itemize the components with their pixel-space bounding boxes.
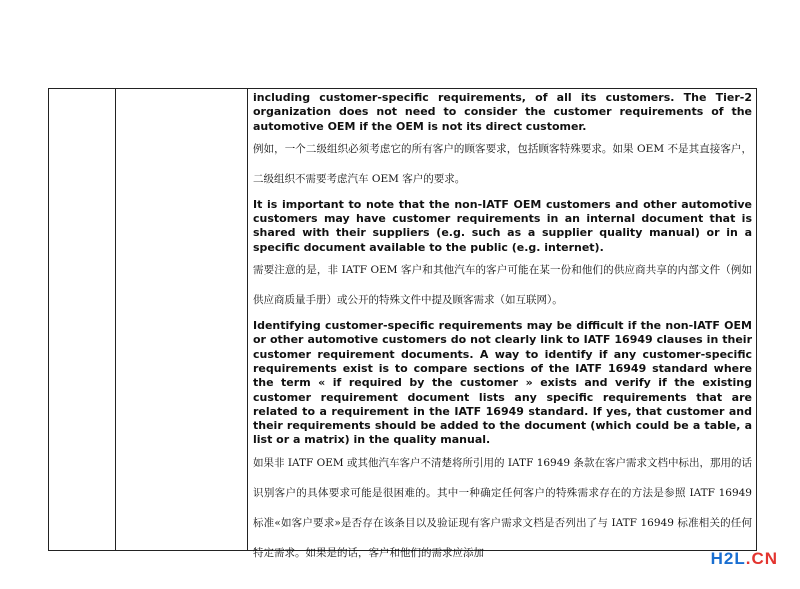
column-divider-1 — [115, 88, 116, 551]
watermark-part-1: H2L — [710, 549, 746, 568]
site-watermark — [711, 549, 778, 569]
content-cell — [253, 91, 752, 568]
paragraph-en-1: including customer-specific requirements, of all its customers. The Tier-2 organization does not need to consider the customer requirements of the automotive OEM if the OEM is not its direct customer. — [253, 91, 752, 133]
column-divider-2 — [247, 88, 248, 551]
paragraph-zh-2: 需要注意的是，非 IATF OEM 客户和其他汽车的客户可能在某一份和他们的供应商共享的内部文件（例如供应商质量手册）或公开的特殊文件中提及顾客需求（如互联网）。 — [253, 264, 752, 307]
paragraph-zh-1: 例如，一个二级组织必须考虑它的所有客户的顾客要求，包括顾客特殊要求。如果 OEM 不是其直接客户，二级组织不需要考虑汽车 OEM 客户的要求。 — [253, 142, 752, 185]
paragraph-zh-3: 如果非 IATF OEM 或其他汽车客户不清楚将所引用的 IATF 16949 条款在客户需求文档中标出，那用的话识别客户的具体要求可能是很困难的。其中一种确定任何客户的特殊需求存在的方法是参照 IATF 16949 标准«如客户要求»是否存在该条目以及验证现有客户需求文档是否列出了与 IATF 16949 标准相关的任何特定需求。如果是的话，客户和他们的需求应添加 — [253, 456, 752, 559]
paragraph-en-3: Identifying customer-specific requirements may be difficult if the non-IATF OEM or other automotive customers do not clearly link to IATF 16949 clauses in their customer requirement documents. A way to identify if any customer-specific requirements exist is to compare sections of the IATF 16949 standard where the term « if required by the customer » exists and verify if the existing customer requirement document lists any specific requirements that are related to a requirement in the IATF 16949 standard. If yes, that customer and their requirements should be added to the document (which could be a table, a list or a matrix) in the quality manual. — [253, 319, 752, 447]
paragraph-en-2: It is important to note that the non-IATF OEM customers and other automotive customers may have customer requirements in an internal document that is shared with their suppliers (e.g. such as a supplier quality manual) or in a specific document available to the public (e.g. internet). — [253, 197, 752, 254]
watermark-part-2: .CN — [745, 549, 778, 568]
